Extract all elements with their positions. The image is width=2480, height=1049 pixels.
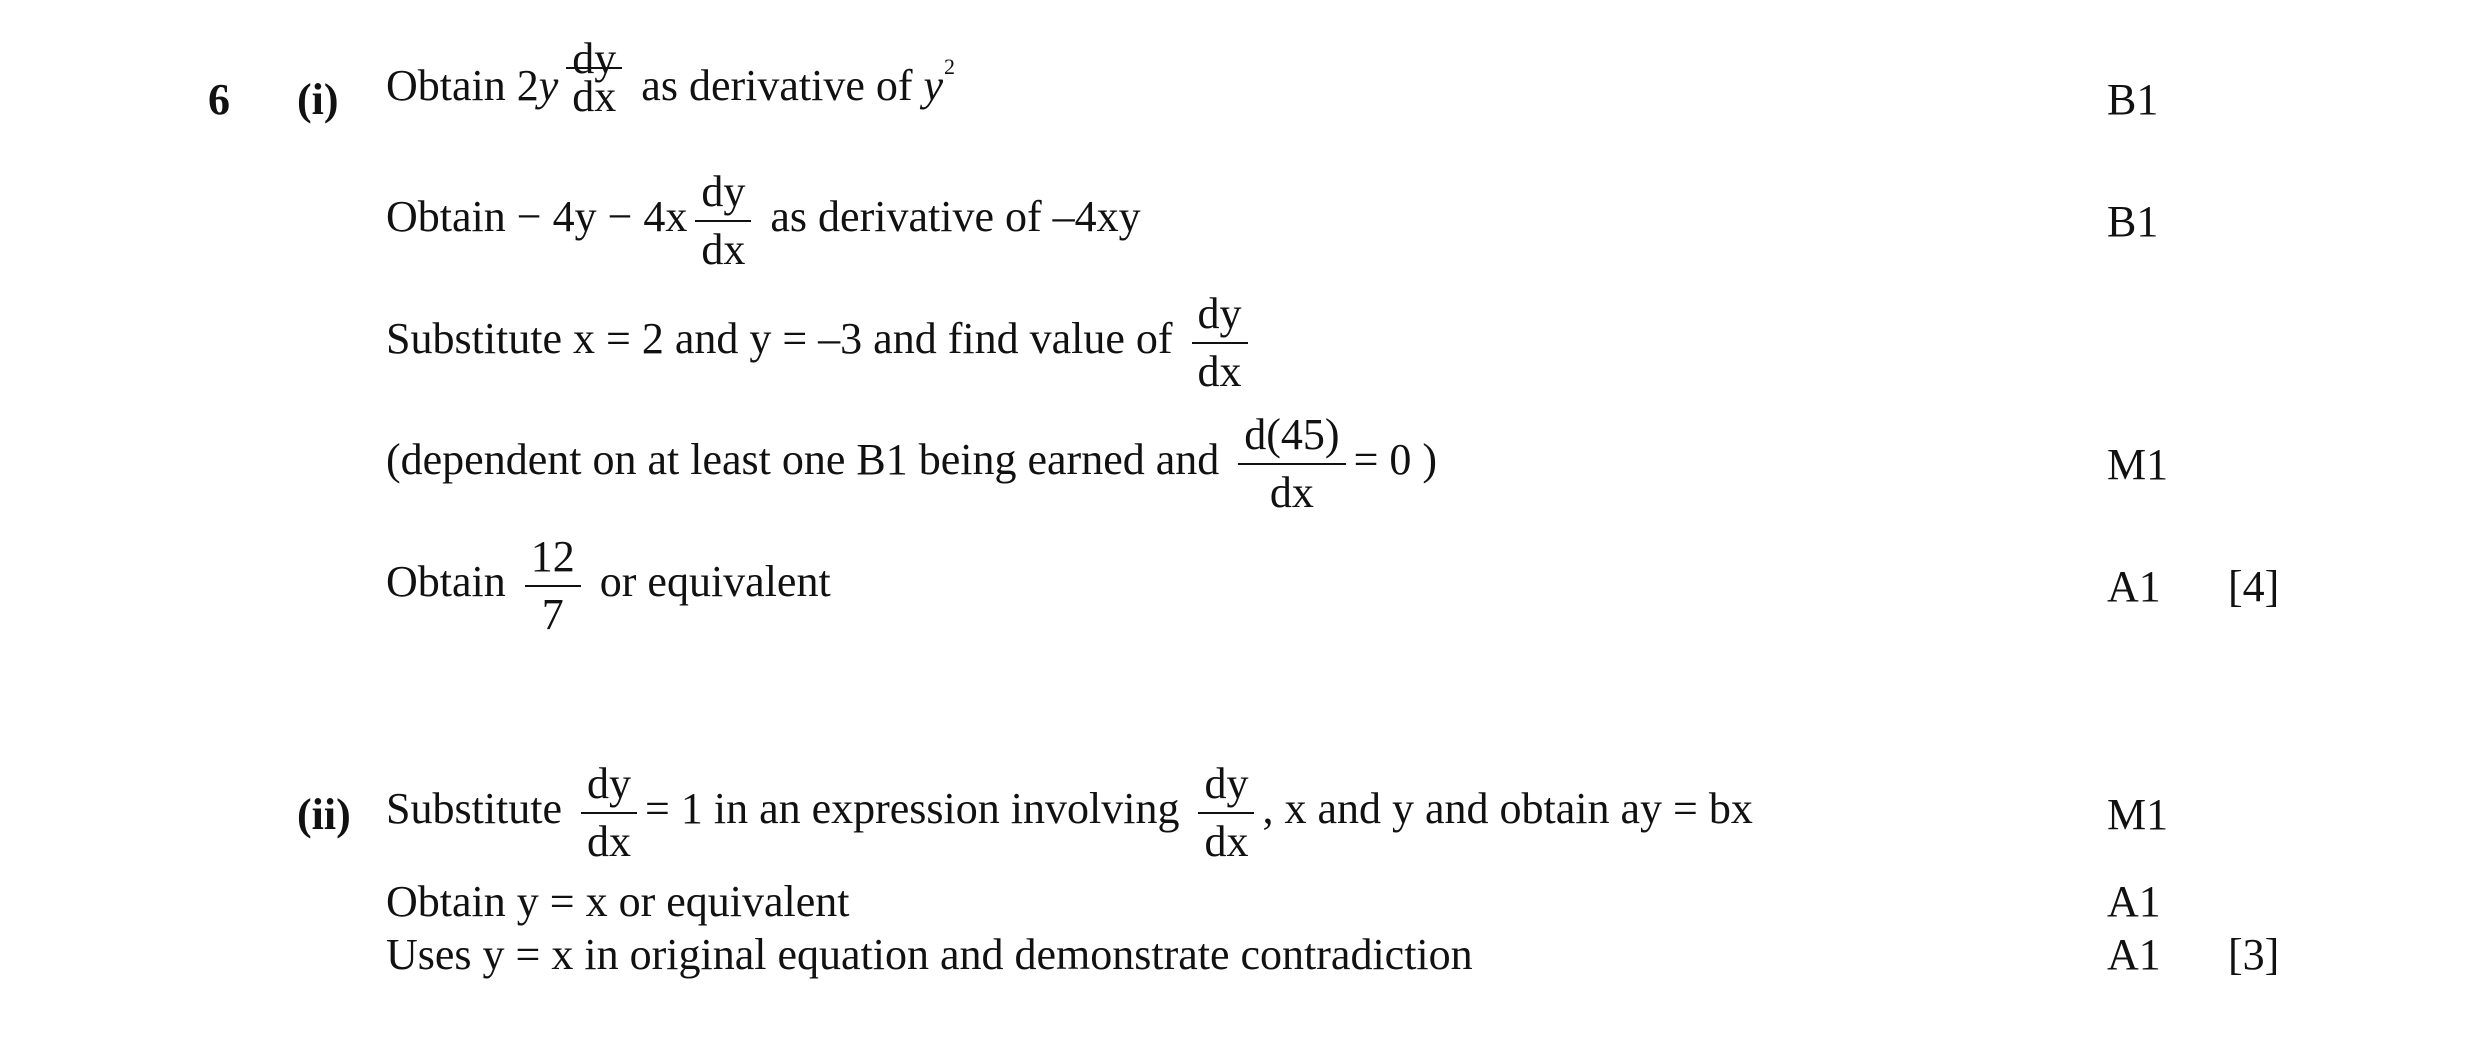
target-variable: y	[923, 61, 944, 110]
target-power: 2	[944, 54, 956, 79]
fraction-numerator: dy	[581, 762, 637, 814]
fraction-dy-dx	[1192, 289, 1248, 396]
question-number: 6	[208, 75, 230, 124]
fraction-denominator: dx	[587, 817, 632, 866]
fraction-d45-dx	[1238, 410, 1345, 517]
fraction-numerator: dy	[695, 170, 751, 222]
fraction-denominator: 7	[541, 590, 564, 639]
expression: − 4y − 4x	[516, 192, 688, 242]
part-ii-total: [3]	[2228, 930, 2280, 979]
part-label-ii: (ii)	[297, 790, 351, 839]
fraction-dy-dx	[1198, 759, 1254, 866]
fraction-numerator: 12	[525, 535, 581, 587]
fraction-12-7	[525, 532, 581, 639]
mark-m1: M1	[2107, 790, 2169, 839]
line-text: Obtain	[386, 61, 517, 110]
part-ii-line-3: Uses y = x in original equation and demonstrate contradiction	[386, 930, 1473, 979]
part-ii-line-1	[386, 759, 1753, 866]
part-i-line-5	[386, 532, 831, 639]
fraction-numerator: d(45)	[1238, 413, 1345, 465]
mark-m1: M1	[2107, 440, 2169, 489]
line-text-after: as derivative of –4xy	[759, 192, 1141, 242]
mark-b1: B1	[2107, 197, 2159, 246]
expr-variable: y	[538, 61, 559, 110]
part-i-total: [4]	[2228, 562, 2280, 611]
fraction-denominator: dx	[1197, 347, 1242, 396]
fraction-denominator: dx	[1269, 468, 1314, 517]
line-text: Substitute	[386, 784, 574, 834]
fraction-denominator: dx	[1204, 817, 1249, 866]
fraction-dy-dx	[581, 759, 637, 866]
fraction-numerator: dy	[1192, 292, 1248, 344]
mark-a1: A1	[2107, 877, 2161, 926]
mark-b1: B1	[2107, 75, 2159, 124]
part-label-i: (i)	[297, 75, 339, 124]
mark-a1: A1	[2107, 562, 2161, 611]
part-ii-line-2: Obtain y = x or equivalent	[386, 877, 850, 926]
part-i-line-2	[386, 167, 1141, 274]
fraction-numerator: dy	[1198, 762, 1254, 814]
line-text-after: as derivative of	[630, 61, 924, 110]
mark-a1: A1	[2107, 930, 2161, 979]
line-text-middle: = 1 in an expression involving	[645, 784, 1191, 834]
line-text-after: or equivalent	[588, 557, 831, 607]
fraction-dy-dx	[566, 33, 622, 121]
line-text-after: , x and y and obtain ay = bx	[1262, 784, 1753, 834]
fraction-denominator: dx	[701, 225, 746, 274]
line-text-after: = 0 )	[1353, 435, 1438, 485]
fraction-numerator: dy	[572, 33, 617, 83]
part-i-line-4	[386, 410, 1438, 517]
fraction-dy-dx	[695, 167, 751, 274]
line-text: Obtain	[386, 557, 517, 607]
part-i-line-1	[386, 33, 956, 121]
line-text: Substitute x = 2 and y = –3 and find value of	[386, 314, 1184, 364]
line-text: (dependent on at least one B1 being earned and	[386, 435, 1231, 485]
expr-coefficient: 2	[516, 61, 539, 110]
fraction-denominator: dx	[572, 71, 617, 121]
part-i-line-3	[386, 289, 1256, 396]
line-text: Obtain	[386, 192, 517, 242]
